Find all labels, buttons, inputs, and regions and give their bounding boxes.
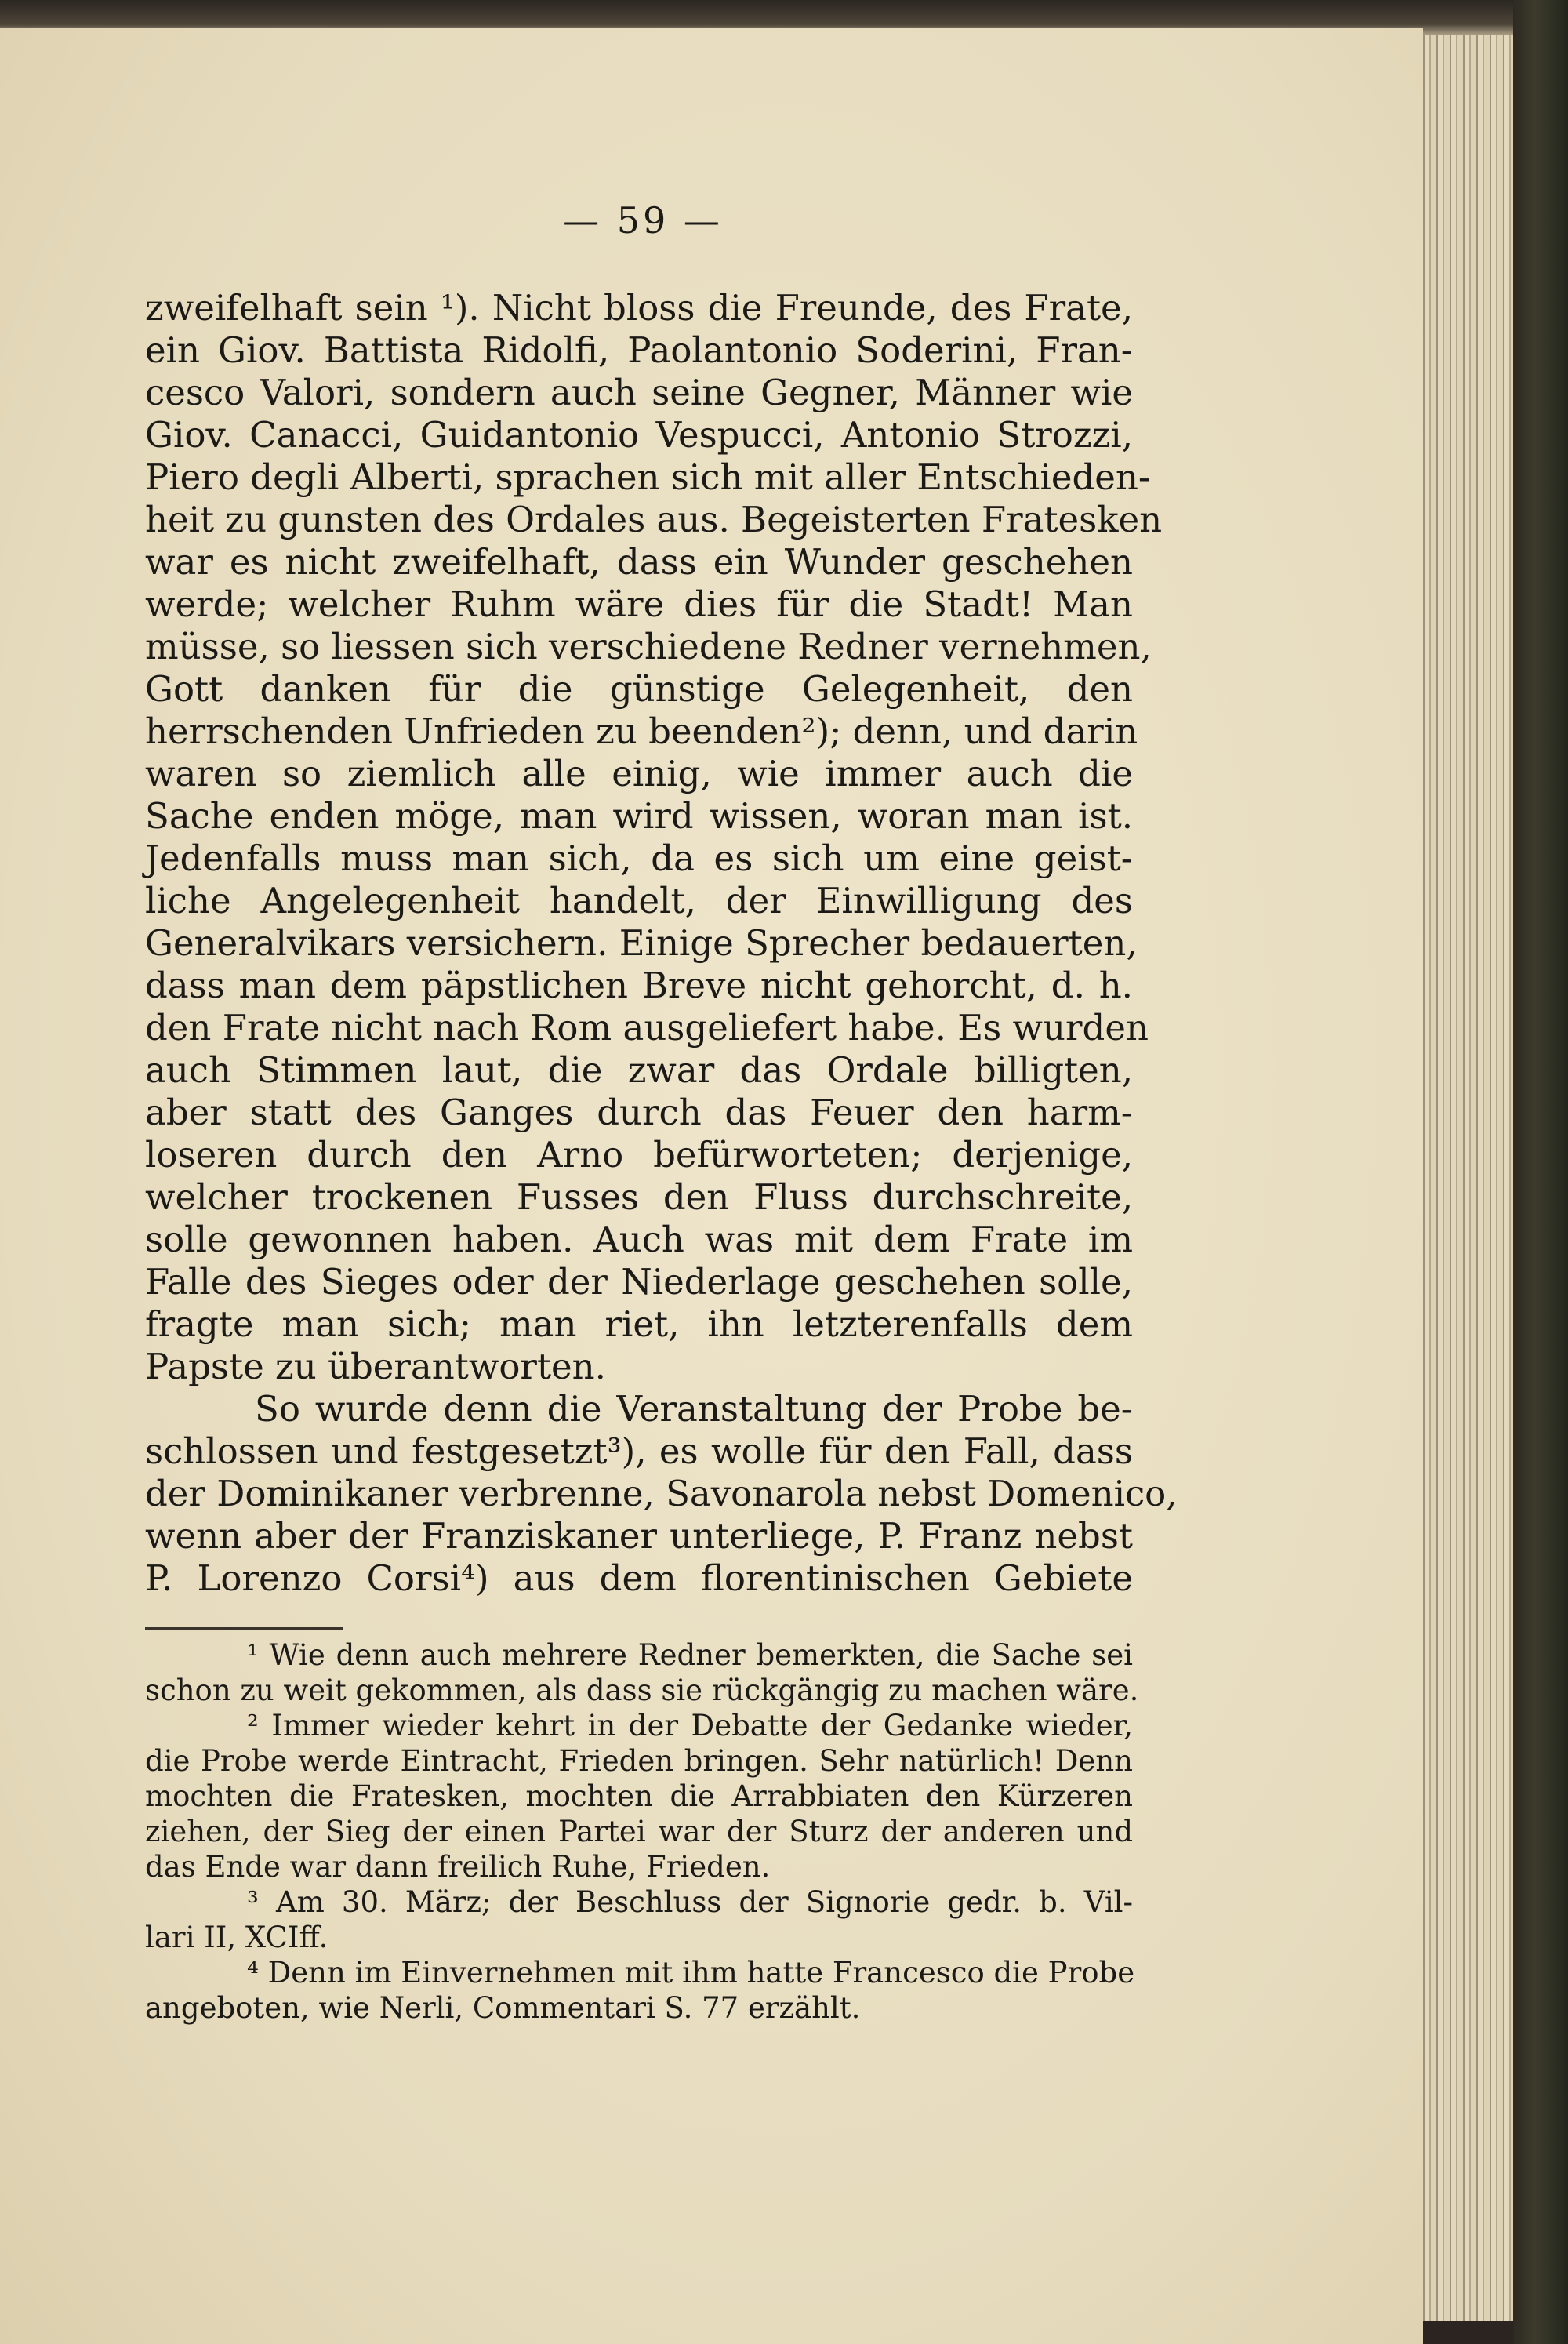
footnote-line: mochten die Fratesken, mochten die Arrabbiaten den Kürzeren [145,1779,1133,1813]
text-line: dass man dem päpstlichen Breve nicht gehorcht, d. h. [145,965,1133,1006]
text-line: zweifelhaft sein ¹). Nicht bloss die Freunde, des Frate, [145,287,1133,329]
text-line: Gott danken für die günstige Gelegenheit, den [145,668,1133,710]
text-line: müsse, so liessen sich verschiedene Redner vernehmen, [145,626,1152,667]
text-line: herrschenden Unfrieden zu beenden²); denn, und darin [145,710,1138,752]
text-line: Piero degli Alberti, sprachen sich mit aller Entschieden- [145,456,1151,498]
footnote-line: angeboten, wie Nerli, Commentari S. 77 erzählt. [145,1991,861,2025]
page-number: — 59 — [563,199,723,242]
text-line: schlossen und festgesetzt³), es wolle für den Fall, dass [145,1430,1133,1472]
text-line: Jedenfalls muss man sich, da es sich um eine geist- [145,838,1133,879]
text-line: aber statt des Ganges durch das Feuer den harm- [145,1092,1133,1133]
text-line: werde; welcher Ruhm wäre dies für die Stadt! Man [145,583,1133,625]
text-line: der Dominikaner verbrenne, Savonarola nebst Domenico, [145,1473,1178,1514]
footnote-line: ² Immer wieder kehrt in der Debatte der Gedanke wieder, [247,1709,1133,1743]
book-page [0,28,1423,2344]
text-line: cesco Valori, sondern auch seine Gegner, Männer wie [145,372,1133,413]
text-line: loseren durch den Arno befürworteten; derjenige, [145,1134,1133,1176]
footnote-line: lari II, XCIff. [145,1921,328,1954]
text-line: den Frate nicht nach Rom ausgeliefert habe. Es wurden [145,1007,1149,1048]
footnote-line: ³ Am 30. März; der Beschluss der Signorie gedr. b. Vil- [247,1885,1133,1919]
main-text [145,287,1178,1600]
footnotes [145,1637,1139,2026]
text-line: auch Stimmen laut, die zwar das Ordale billigten, [145,1049,1133,1091]
footnote-separator [145,1627,343,1630]
text-line: So wurde denn die Veranstaltung der Probe be- [255,1388,1133,1430]
text-line: Generalvikars versichern. Einige Sprecher bedauerten, [145,922,1138,964]
text-line: ein Giov. Battista Ridolfi, Paolantonio Soderini, Fran- [145,329,1133,371]
text-line: liche Angelegenheit handelt, der Einwilligung des [145,880,1133,921]
book-cover-edge [1513,0,1568,2344]
text-line: solle gewonnen haben. Auch was mit dem Frate im [145,1219,1133,1260]
footnote-line: ziehen, der Sieg der einen Partei war der Sturz der anderen und [145,1815,1133,1848]
text-line: welcher trockenen Fusses den Fluss durchschreite, [145,1176,1133,1218]
text-line: wenn aber der Franziskaner unterliege, P. Franz nebst [145,1515,1133,1557]
text-line: Papste zu überantworten. [145,1346,606,1387]
footnote-line: schon zu weit gekommen, als dass sie rückgängig zu machen wäre. [145,1674,1139,1707]
text-line: P. Lorenzo Corsi⁴) aus dem florentinischen Gebiete [145,1557,1133,1599]
footnote-line: das Ende war dann freilich Ruhe, Frieden. [145,1850,771,1884]
text-line: Falle des Sieges oder der Niederlage geschehen solle, [145,1261,1133,1303]
footnote-line: ⁴ Denn im Einvernehmen mit ihm hatte Francesco die Probe [247,1956,1135,1990]
footnote-line: die Probe werde Eintracht, Frieden bringen. Sehr natürlich! Denn [145,1744,1133,1778]
footnote-line: ¹ Wie denn auch mehrere Redner bemerkten, die Sache sei [247,1638,1133,1672]
text-line: war es nicht zweifelhaft, dass ein Wunder geschehen [145,541,1133,583]
text-line: fragte man sich; man riet, ihn letzterenfalls dem [145,1303,1133,1345]
text-line: waren so ziemlich alle einig, wie immer auch die [145,753,1133,794]
text-line: heit zu gunsten des Ordales aus. Begeisterten Fratesken [145,499,1163,540]
text-line: Sache enden möge, man wird wissen, woran man ist. [145,795,1133,837]
page-stack-edges [1417,31,1513,2321]
text-line: Giov. Canacci, Guidantonio Vespucci, Antonio Strozzi, [145,414,1133,456]
